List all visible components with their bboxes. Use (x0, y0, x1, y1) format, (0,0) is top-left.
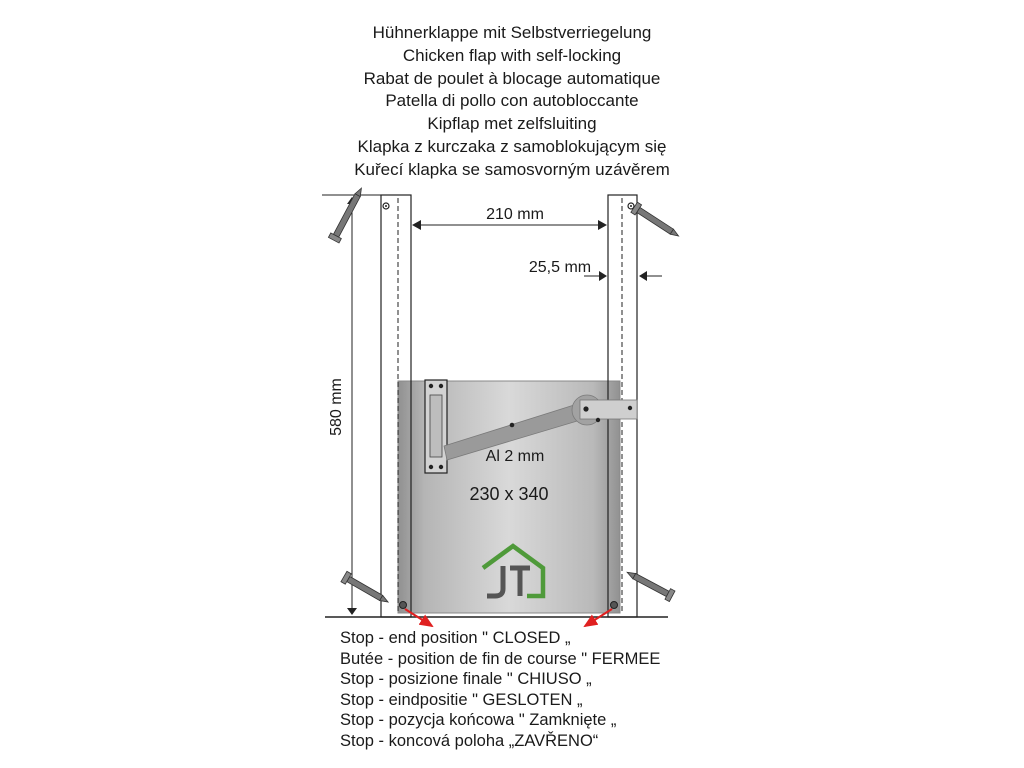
lock-bracket (425, 380, 447, 473)
stop-label-cz: Stop - koncová poloha „ZAVŘENO“ (340, 731, 599, 750)
stop-label-it: Stop - posizione finale " CHIUSO „ (340, 670, 592, 688)
door-size-label: 230 x 340 (469, 484, 549, 504)
screw-icon (328, 185, 366, 243)
title-nl: Kipflap met zelfsluiting (427, 114, 597, 134)
height-label: 580 mm (328, 378, 345, 436)
title-cz: Kuřecí klapka se samosvorným uzávěrem (354, 159, 670, 179)
height-dimension (347, 197, 357, 615)
stop-label-fr: Butée - position de fin de course " FERMEE (340, 649, 661, 668)
title-it: Patella di pollo con autobloccante (385, 91, 639, 111)
width-label: 210 mm (486, 206, 544, 223)
stop-labels (340, 628, 660, 751)
material-label: Al 2 mm (485, 448, 545, 465)
rail-width-label: 25,5 mm (528, 259, 592, 276)
title-pl: Klapka z kurczaka z samoblokującym się (357, 136, 667, 156)
title-fr: Rabat de poulet à blocage automatique (363, 68, 661, 88)
left-guide-rail (381, 195, 411, 617)
stop-label-en: Stop - end position " CLOSED „ (340, 629, 571, 647)
title-en: Chicken flap with self-locking (402, 45, 622, 65)
screw-icon (631, 202, 682, 241)
stop-label-pl: Stop - pozycja końcowa " Zamknięte „ (340, 711, 617, 729)
title-de: Hühnerklappe mit Selbstverriegelung (372, 23, 652, 42)
stop-label-nl: Stop - eindpositie " GESLOTEN „ (340, 690, 583, 709)
